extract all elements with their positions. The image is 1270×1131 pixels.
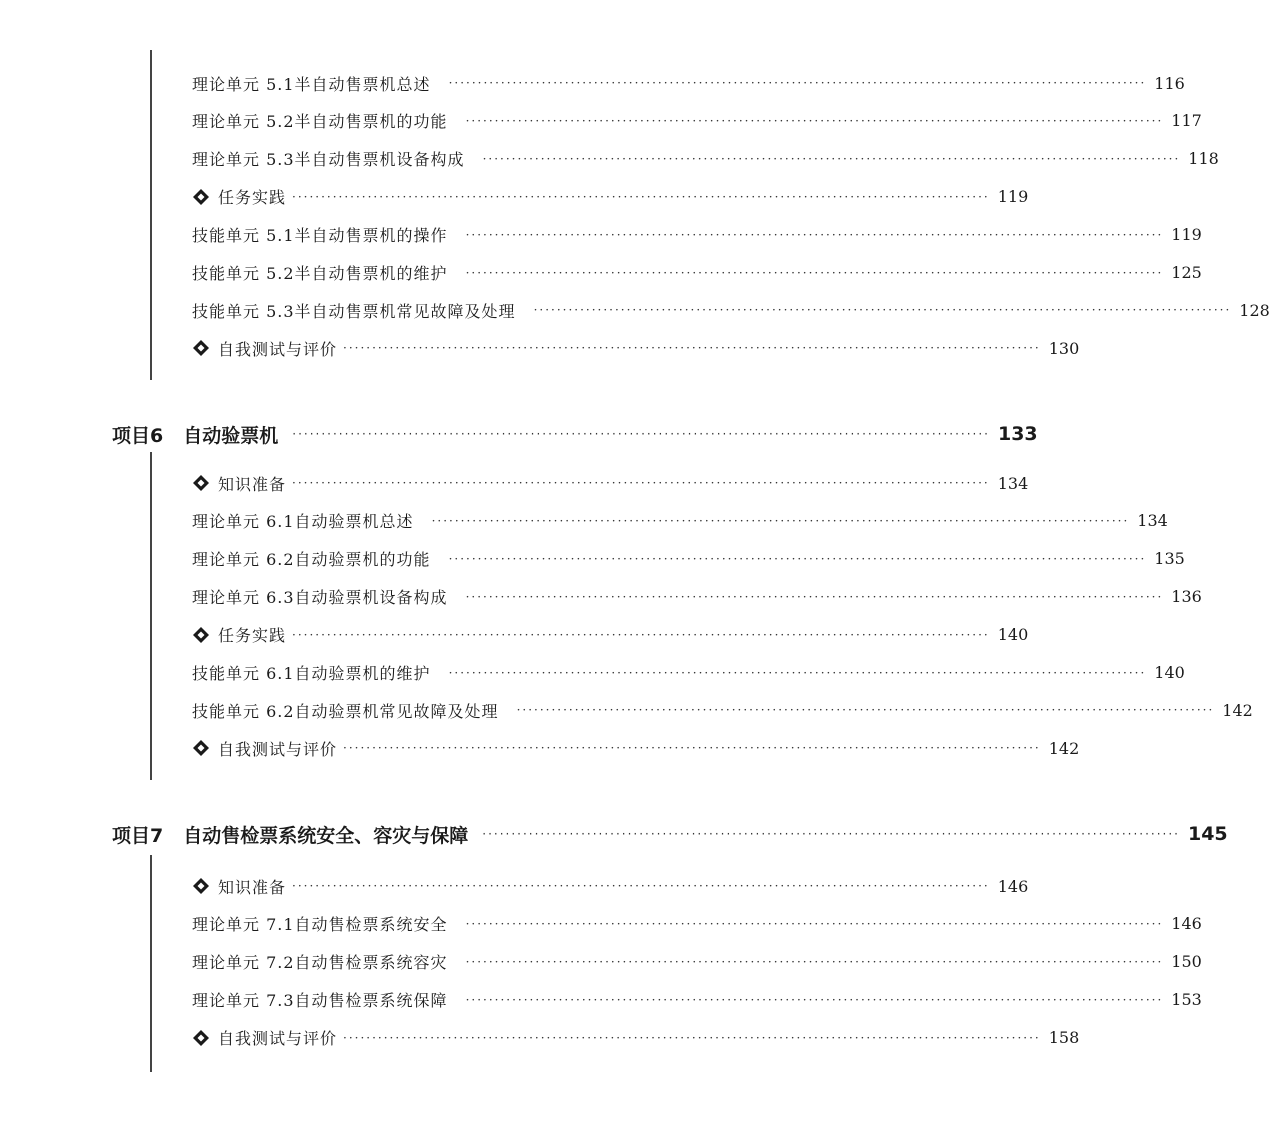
page-number: 142 [1222,700,1253,720]
toc-section-item[interactable] [192,470,1029,496]
unit-label: 技能单元 5.3 [192,301,295,321]
leader-dots: ························································································································ [516,703,1215,718]
entry-title: 自我测试与评价 [218,739,338,759]
leader-dots: ························································································································ [431,513,1130,528]
leader-dots: ························································································································ [292,427,990,441]
entry-title: 知识准备 [218,474,287,494]
project-number: 项目6 [112,424,164,447]
section-divider-line [150,855,152,1072]
page-number: 119 [1171,225,1202,245]
toc-unit-item[interactable] [192,987,1202,1013]
leader-dots: ························································································································ [482,151,1181,166]
diamond-bullet-icon [192,188,210,206]
toc-unit-item[interactable] [192,546,1185,572]
project-title: 自动售检票系统安全、容灾与保障 [183,824,469,847]
leader-dots: ························································································································ [465,227,1164,242]
page-number: 134 [997,473,1029,493]
page-number: 140 [997,625,1029,645]
entry-title: 半自动售票机的维护 [294,264,448,283]
diamond-bullet-icon [192,739,210,757]
toc-unit-item[interactable] [192,146,1219,172]
unit-label: 理论单元 7.2 [192,953,295,973]
unit-label: 理论单元 7.3 [192,991,295,1011]
leader-dots: ························································································································ [343,1030,1041,1045]
toc-unit-item[interactable] [192,949,1202,975]
leader-dots: ························································································································ [292,476,990,490]
entry-title: 任务实践 [218,626,287,646]
unit-label: 理论单元 6.1 [192,512,295,532]
toc-unit-item[interactable] [192,70,1185,96]
leader-dots: ························································································································ [465,954,1164,969]
leader-dots: ························································································································ [465,992,1164,1007]
unit-label: 理论单元 6.2 [192,550,295,570]
unit-label: 理论单元 5.3 [192,150,295,170]
page-number: 125 [1171,263,1202,282]
entry-title: 半自动售票机常见故障及处理 [294,301,516,321]
unit-label: 技能单元 5.1 [192,226,295,246]
leader-dots: ························································································································ [465,589,1164,604]
entry-title: 自动验票机设备构成 [294,588,448,608]
toc-section-item[interactable] [192,873,1029,899]
page-number: 133 [997,423,1038,445]
diamond-bullet-icon [192,474,210,492]
entry-title: 半自动售票机的功能 [294,112,448,132]
toc-unit-item[interactable] [192,660,1185,686]
page-number: 146 [1171,914,1202,934]
page-number: 116 [1154,73,1185,93]
toc-unit-item[interactable] [192,508,1168,534]
unit-label: 理论单元 5.2 [192,112,295,132]
leader-dots: ························································································································ [448,76,1147,90]
entry-title: 自动售检票系统容灾 [294,953,448,973]
leader-dots: ························································································································ [465,916,1164,931]
toc-section-item[interactable] [192,622,1029,648]
entry-title: 半自动售票机设备构成 [294,150,465,170]
diamond-bullet-icon [192,339,210,357]
entry-title: 自动售检票系统安全 [294,915,448,935]
page-number: 136 [1171,587,1202,607]
toc-section-item[interactable] [192,735,1080,761]
leader-dots: ························································································································ [292,627,990,642]
unit-label: 理论单元 6.3 [192,588,295,608]
leader-dots: ························································································································ [343,741,1041,756]
page-number: 117 [1171,111,1202,131]
page-number: 158 [1048,1028,1080,1048]
page-number: 128 [1239,300,1270,320]
entry-title: 自我测试与评价 [218,339,338,359]
leader-dots: ························································································································ [482,827,1180,841]
entry-title: 自我测试与评价 [218,1029,338,1049]
toc-unit-item[interactable] [192,911,1202,937]
page-number: 150 [1171,952,1202,972]
project-number: 项目7 [112,824,164,847]
entry-title: 半自动售票机的操作 [294,226,448,246]
unit-label: 技能单元 5.2 [192,264,295,283]
leader-dots: ························································································································ [533,303,1232,318]
unit-label: 技能单元 6.1 [192,664,295,683]
toc-unit-item[interactable] [192,697,1253,723]
page-number: 118 [1188,149,1219,169]
project-heading[interactable] [112,818,1228,850]
entry-title: 自动验票机的功能 [294,550,431,570]
diamond-bullet-icon [192,1029,210,1047]
page-number: 153 [1171,990,1202,1010]
leader-dots: ························································································································ [292,189,990,204]
unit-label: 理论单元 7.1 [192,915,295,935]
entry-title: 自动验票机的维护 [294,664,431,683]
entry-title: 知识准备 [218,877,287,897]
page-number: 146 [997,876,1029,896]
entry-title: 任务实践 [218,188,287,208]
page-number: 145 [1187,823,1228,845]
unit-label: 理论单元 5.1 [192,74,295,94]
entry-title: 半自动售票机总述 [294,74,431,94]
toc-unit-item[interactable] [192,297,1270,323]
page-number: 140 [1154,663,1185,682]
diamond-bullet-icon [192,626,210,644]
toc-unit-item[interactable] [192,222,1202,248]
page-number: 135 [1154,549,1185,569]
toc-unit-item[interactable] [192,260,1202,286]
entry-title: 自动售检票系统保障 [294,991,448,1011]
entry-title: 自动验票机常见故障及处理 [294,701,499,721]
toc-section-item[interactable] [192,335,1080,361]
page-number: 142 [1048,738,1080,758]
toc-section-item[interactable] [192,184,1029,210]
leader-dots: ························································································································ [465,113,1164,128]
leader-dots: ························································································································ [343,341,1041,356]
toc-section-item[interactable] [192,1025,1080,1051]
project-title: 自动验票机 [183,424,279,447]
page-number: 130 [1048,338,1080,358]
leader-dots: ························································································································ [292,879,990,893]
leader-dots: ························································································································ [448,665,1147,680]
project-heading[interactable] [112,418,1038,450]
leader-dots: ························································································································ [465,265,1164,280]
page-number: 134 [1137,511,1168,531]
unit-label: 技能单元 6.2 [192,701,295,721]
toc-unit-item[interactable] [192,584,1202,610]
leader-dots: ························································································································ [448,551,1147,566]
page-number: 119 [997,187,1029,207]
entry-title: 自动验票机总述 [294,512,414,532]
toc-unit-item[interactable] [192,108,1202,134]
diamond-bullet-icon [192,877,210,895]
section-divider-line [150,452,152,780]
section-divider-line [150,50,152,380]
